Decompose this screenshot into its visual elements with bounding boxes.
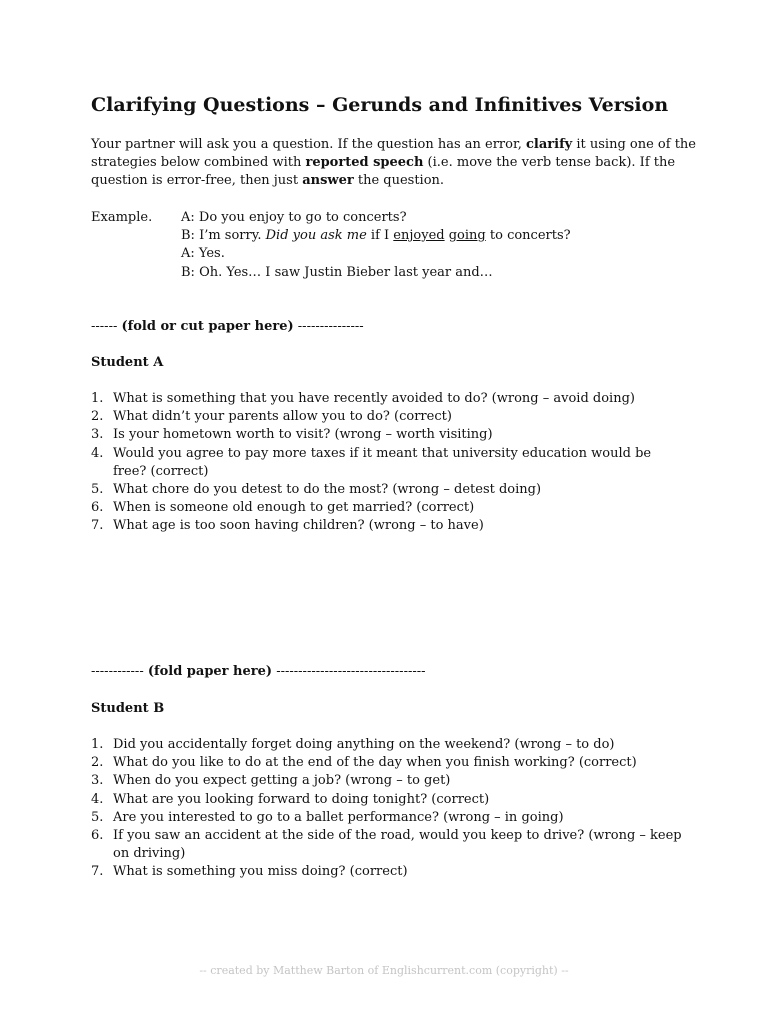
question-text: What age is too soon having children? (wrong – to have)	[113, 518, 484, 534]
example-line-2	[181, 227, 571, 245]
example-line-1: A: Do you enjoy to go to concerts?	[181, 210, 407, 225]
divider-dashes: ------------	[91, 664, 148, 679]
keyword-reported-speech: reported speech	[305, 155, 424, 171]
example-italic-phrase: Did you ask me	[265, 228, 367, 244]
example-dialogue	[181, 209, 571, 282]
question-number: 6.	[91, 828, 104, 844]
question-item	[91, 408, 683, 426]
question-item	[91, 863, 683, 881]
instructions-text: the question.	[353, 173, 445, 189]
example-line-3: A: Yes.	[181, 246, 225, 262]
question-number: 5.	[91, 809, 104, 825]
instructions-text: strategies below combined with	[91, 155, 306, 171]
divider-label: (fold paper here)	[147, 664, 273, 679]
example-text: if I	[366, 228, 394, 244]
question-item	[91, 426, 683, 444]
keyword-clarify: clarify	[526, 137, 573, 152]
question-number: 1.	[91, 737, 104, 752]
question-item	[91, 754, 683, 772]
example-underlined-going: going	[448, 228, 486, 244]
question-text: What is something that you have recently avoided to do? (wrong – avoid doing)	[113, 391, 635, 406]
question-text: What are you looking forward to doing tonight? (correct)	[113, 791, 490, 807]
question-number: 7.	[91, 864, 104, 880]
page-title: Clarifying Questions – Gerunds and Infinitives Version	[91, 94, 669, 116]
question-text: What chore do you detest to do the most? (wrong – detest doing)	[113, 482, 542, 498]
question-text: When is someone old enough to get married? (correct)	[113, 500, 475, 516]
instructions-text: it using one of the	[572, 137, 696, 152]
question-number: 3.	[91, 427, 104, 443]
question-number: 3.	[91, 773, 104, 789]
example-label: Example.	[91, 210, 153, 225]
instructions-text: (i.e. move the verb tense back). If the	[423, 155, 676, 171]
example-line-4: B: Oh. Yes… I saw Justin Bieber last year and…	[181, 264, 493, 280]
example-text: B: I’m sorry.	[181, 228, 266, 244]
divider-label: (fold or cut paper here)	[121, 319, 294, 334]
question-item	[91, 772, 683, 790]
question-number: 5.	[91, 482, 104, 498]
question-item	[91, 499, 683, 517]
question-number: 4.	[91, 791, 104, 807]
question-text: When do you expect getting a job? (wrong – to get)	[113, 773, 451, 789]
instructions-text: Your partner will ask you a question. If the question has an error,	[91, 137, 527, 152]
question-text: Are you interested to go to a ballet performance? (wrong – in going)	[113, 809, 564, 825]
question-item	[91, 827, 683, 863]
question-item	[91, 390, 683, 408]
question-text: If you saw an accident at the side of the road, would you keep to drive? (wrong – keep on driving)	[113, 828, 682, 862]
question-number: 6.	[91, 500, 104, 516]
instructions-text: question is error-free, then just	[91, 173, 303, 189]
student-b-heading: Student B	[91, 701, 165, 716]
question-item	[91, 809, 683, 827]
question-number: 2.	[91, 409, 104, 425]
question-text: Did you accidentally forget doing anything on the weekend? (wrong – to do)	[113, 737, 615, 752]
question-text: Is your hometown worth to visit? (wrong – worth visiting)	[113, 427, 493, 443]
student-b-question-list	[91, 736, 683, 882]
question-text: What is something you miss doing? (correct)	[113, 864, 408, 880]
question-number: 4.	[91, 445, 104, 461]
divider-dashes: ---------------	[293, 319, 364, 334]
question-number: 2.	[91, 755, 104, 771]
fold-divider	[91, 663, 426, 681]
question-number: 1.	[91, 391, 104, 406]
question-text: What do you like to do at the end of the day when you finish working? (correct)	[113, 755, 637, 771]
question-text: Would you agree to pay more taxes if it meant that university education would be free? (correct)	[113, 445, 652, 479]
divider-dashes: ----------------------------------	[272, 664, 426, 679]
student-a-heading: Student A	[91, 355, 164, 370]
question-item	[91, 517, 683, 535]
question-text: What didn’t your parents allow you to do? (correct)	[113, 409, 452, 425]
student-a-question-list	[91, 390, 683, 536]
question-item	[91, 736, 683, 754]
keyword-answer: answer	[302, 173, 354, 189]
instructions-paragraph	[91, 136, 696, 191]
copyright-footer: -- created by Matthew Barton of Englishcurrent.com (copyright) --	[199, 964, 569, 977]
example-text: to concerts?	[485, 228, 571, 244]
instructions-line-2	[91, 154, 691, 172]
question-item	[91, 445, 683, 481]
question-number: 7.	[91, 518, 104, 534]
example-underlined-enjoyed: enjoyed	[393, 228, 445, 244]
fold-cut-divider	[91, 318, 364, 336]
question-item	[91, 791, 683, 809]
instructions-line-1	[91, 136, 696, 154]
divider-dashes: ------	[91, 319, 122, 334]
question-item	[91, 481, 683, 499]
instructions-line-3	[91, 172, 691, 190]
